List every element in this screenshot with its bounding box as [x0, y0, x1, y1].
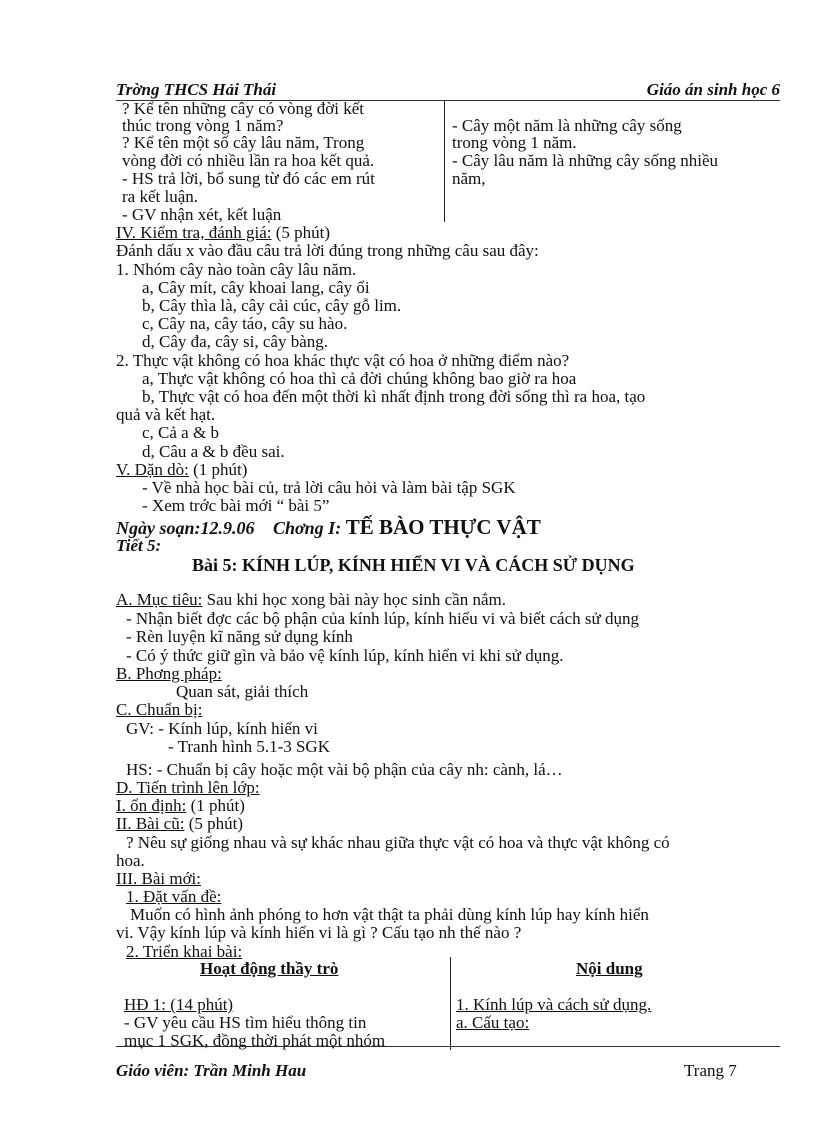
eval-intro: Đánh dấu x vào đầu câu trả lời đúng trong những câu sau đây:: [116, 241, 539, 260]
option-1a: a, Cây mít, cây khoai lang, cây ổi: [142, 278, 370, 297]
objective-1: - Nhận biết đợc các bộ phận của kính lúp, kính hiểu vi và biết cách sử dụng: [126, 609, 639, 628]
school-name: Trờng THCS Hải Thái: [116, 80, 277, 99]
substep-1-heading: 1. Đặt vấn đề:: [126, 887, 222, 906]
prep-hs: HS: - Chuẩn bị cây hoặc một vài bộ phận của cây nh: cành, lá…: [126, 760, 563, 779]
review-question-cont: hoa.: [116, 851, 145, 870]
section-c-heading: C. Chuẩn bị:: [116, 700, 203, 719]
top-left-line: vòng đời có nhiều lần ra hoa kết quả.: [122, 151, 375, 170]
bottom-table-divider: [450, 957, 451, 1050]
section-b-heading: B. Phơng pháp:: [116, 664, 222, 683]
intro-line-2: vi. Vậy kính lúp và kính hiển vi là gì ? Cấu tạo nh thế nào ?: [116, 923, 522, 942]
top-right-line: - Cây lâu năm là những cây sống nhiều: [452, 151, 719, 170]
option-2a: a, Thực vật không có hoa thì cả đời chúng không bao giờ ra hoa: [142, 369, 577, 388]
chapter-label: Chơng I:: [273, 518, 342, 538]
step-2-heading: II. Bài cũ:: [116, 814, 185, 833]
top-left-line: - GV nhận xét, kết luận: [122, 205, 282, 224]
content-subheading: a. Cấu tạo:: [456, 1013, 530, 1032]
homework-line-1: - Về nhà học bài củ, trả lời câu hỏi và làm bài tập SGK: [142, 478, 516, 497]
step-3-heading: III. Bài mới:: [116, 869, 201, 888]
section-d: [116, 779, 260, 797]
eval-heading-label: IV. Kiểm tra, đánh giá:: [116, 223, 272, 242]
section-a: [116, 591, 506, 609]
method-line: Quan sát, giải thích: [176, 682, 309, 701]
top-left-line: ? Kể tên những cây có vòng đời kết: [122, 99, 364, 118]
step-2-time: (5 phút): [184, 814, 243, 833]
top-table-divider: [444, 100, 445, 222]
prep-gv-2: - Tranh hình 5.1-3 SGK: [168, 737, 330, 756]
section-d-heading: D. Tiến trình lên lớp:: [116, 778, 260, 797]
period-label: Tiết 5:: [116, 536, 162, 555]
option-2b: b, Thực vật có hoa đến một thời kì nhất định trong đời sống thì ra hoa, tạo: [142, 387, 646, 406]
top-left-line: - HS trả lời, bổ sung từ đó các em rút: [122, 169, 375, 188]
top-left-line: thúc trong vòng 1 năm?: [122, 116, 284, 135]
top-left-line: ra kết luận.: [122, 187, 198, 206]
col-header-activities-label: Hoạt động thầy trò: [200, 959, 339, 978]
page-footer: [116, 1046, 780, 1087]
eval-heading: [116, 224, 330, 242]
step-3: [116, 870, 201, 888]
col-header-content-label: Nội dung: [576, 959, 643, 978]
col-header-content: [576, 960, 643, 978]
lesson-date: Ngày soạn:12.9.06: [116, 518, 255, 538]
objective-3: - Có ý thức giữ gìn và bảo vệ kính lúp, kính hiển vi khi sử dụng.: [126, 646, 564, 665]
option-1c: c, Cây na, cây táo, cây su hào.: [142, 314, 348, 333]
teacher-name: Giáo viên: Trần Minh Hau: [116, 1061, 307, 1080]
page-number: Trang 7: [684, 1061, 737, 1080]
section-b: [116, 665, 222, 683]
substep-1: [126, 888, 221, 906]
review-question: ? Nêu sự giống nhau và sự khác nhau giữa thực vật có hoa và thực vật không có: [126, 833, 670, 852]
period: [116, 537, 161, 555]
content-line: [456, 996, 651, 1014]
bai-label: Bài 5:: [192, 555, 238, 575]
substep-2-heading: 2. Triển khai bài:: [126, 942, 243, 961]
page-header: [116, 80, 780, 101]
homework-time: (1 phút): [188, 460, 248, 479]
intro-line-1: Muốn có hình ảnh phóng to hơn vật thật ta phải dùng kính lúp hay kính hiển: [130, 905, 649, 924]
activity-label: HĐ 1: (14 phút): [124, 995, 234, 1014]
top-right-line: - Cây một năm là những cây sống: [452, 116, 682, 135]
homework-line-2: - Xem trớc bài mới “ bài 5”: [142, 496, 330, 515]
question-2: 2. Thực vật không có hoa khác thực vật có hoa ở những điểm nào?: [116, 351, 570, 370]
option-1d: d, Cây đa, cây si, cây bàng.: [142, 332, 328, 351]
content-line: [456, 1014, 529, 1032]
col-header-activities: [200, 960, 338, 978]
section-a-heading: A. Mục tiêu:: [116, 590, 203, 609]
top-left-line: ? Kể tên một số cây lâu năm, Trong: [122, 133, 365, 152]
lesson-heading: [192, 556, 635, 574]
activity-line: mục 1 SGK, đồng thời phát một nhóm: [124, 1031, 386, 1050]
prep-gv-1: GV: - Kính lúp, kính hiển vi: [126, 719, 318, 738]
step-1-heading: I. ổn định:: [116, 796, 187, 815]
step-2: [116, 815, 243, 833]
bai-title: KÍNH LÚP, KÍNH HIỂN VI VÀ CÁCH SỬ DỤNG: [242, 555, 635, 575]
section-c: [116, 701, 202, 719]
question-1: 1. Nhóm cây nào toàn cây lâu năm.: [116, 260, 357, 279]
lesson-title-line: [116, 515, 541, 539]
homework-heading-label: V. Dặn dò:: [116, 460, 189, 479]
subject-name: Giáo án sinh học 6: [646, 80, 780, 99]
step-1: [116, 797, 245, 815]
top-right-line: trong vòng 1 năm.: [452, 133, 577, 152]
chapter-title: TẾ BÀO THỰC VẬT: [345, 515, 541, 539]
option-2b-cont: quả và kết hạt.: [116, 405, 216, 424]
objective-2: - Rèn luyện kĩ năng sử dụng kính: [126, 627, 353, 646]
content-heading: 1. Kính lúp và cách sử dụng.: [456, 995, 652, 1014]
top-right-line: năm,: [452, 169, 486, 188]
option-1b: b, Cây thìa là, cây cải cúc, cây gỗ lim.: [142, 296, 402, 315]
activity-line: - GV yêu cầu HS tìm hiểu thông tin: [124, 1013, 367, 1032]
option-2c: c, Cả a & b: [142, 423, 219, 442]
section-a-intro: Sau khi học xong bài này học sinh cần nắm.: [202, 590, 506, 609]
activity-line: [124, 996, 233, 1014]
option-2d: d, Câu a & b đều sai.: [142, 442, 285, 461]
eval-time: (5 phút): [271, 223, 331, 242]
step-1-time: (1 phút): [186, 796, 245, 815]
homework-heading: [116, 461, 247, 479]
